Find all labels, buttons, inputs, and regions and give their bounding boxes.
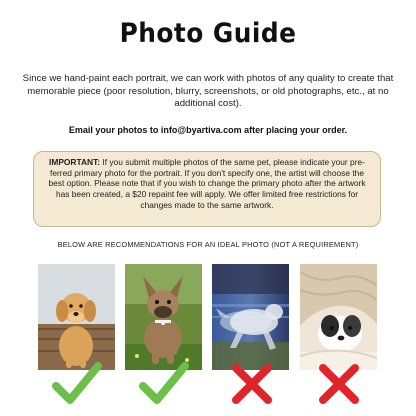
check-icon <box>52 360 102 408</box>
photo-golden-puppy <box>38 264 115 370</box>
important-text: If you submit multiple photos of the same pet, please indicate your pre-ferred primary photo for the portrait. If you don't specify one, the artist will choose the best option. Please note that if you wish to change the primary photo after the artwork has been created, a $20 repaint fee will apply. We offer limited free restrictions for changes made to the same artwork. <box>48 157 366 210</box>
check-icon <box>139 360 189 408</box>
important-label: IMPORTANT: <box>49 157 101 167</box>
photo-hidden-dog <box>300 264 377 370</box>
important-notice-box <box>33 151 381 227</box>
cross-icon <box>228 360 278 408</box>
photo-blurry-dog <box>212 264 289 370</box>
page-title: Photo Guide <box>119 18 297 49</box>
intro-paragraph: Since we hand-paint each portrait, we can work with photos of any quality to create that memorable piece (poor resolution, blurry, screenshots, or old photographs, etc., at no additional cost). <box>22 73 394 110</box>
photo-french-bulldog <box>125 264 202 370</box>
email-instruction: Email your photos to info@byartiva.com after placing your order. <box>68 125 348 135</box>
recommendation-heading: BELOW ARE RECOMMENDATIONS FOR AN IDEAL PHOTO (NOT A REQUIREMENT) <box>57 240 359 249</box>
cross-icon <box>315 360 365 408</box>
